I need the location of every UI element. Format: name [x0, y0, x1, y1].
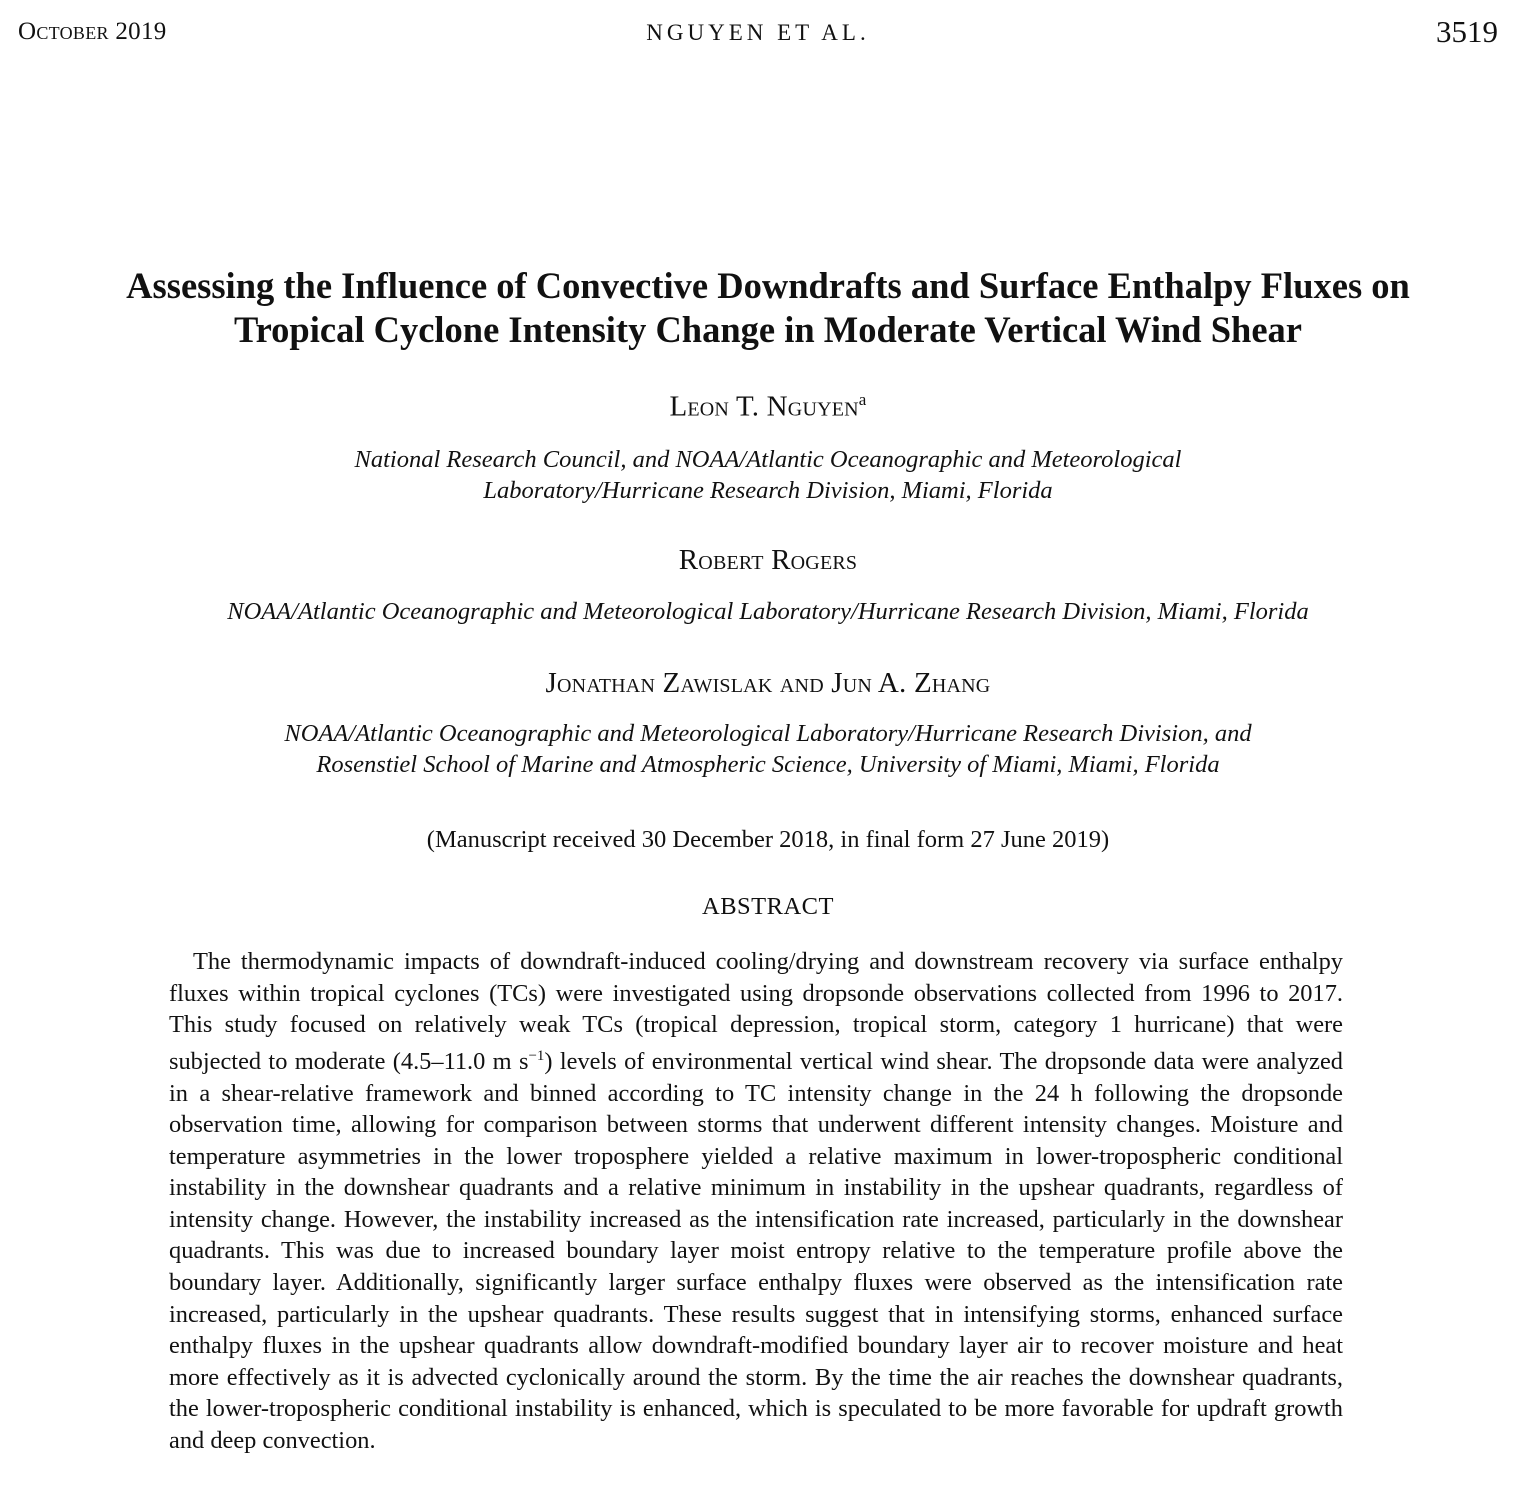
- paper-title-line-1: Assessing the Influence of Convective Downdrafts and Surface Enthalpy Fluxes on: [126, 265, 1410, 306]
- author-2-affiliation-line-1: NOAA/Atlantic Oceanographic and Meteorological Laboratory/Hurricane Research Division, Miami, Florida: [227, 598, 1309, 625]
- page-number: 3519: [1436, 14, 1498, 49]
- author-3-4-names: Jonathan Zawislak and Jun A. Zhang: [545, 667, 991, 699]
- author-3-4-affiliation-line-1: NOAA/Atlantic Oceanographic and Meteorological Laboratory/Hurricane Research Division, and: [284, 720, 1252, 747]
- abstract-text: [169, 946, 1343, 1457]
- author-2: [0, 544, 1536, 577]
- author-1: [0, 390, 1536, 424]
- running-head: [18, 14, 1498, 52]
- abstract-text-part-1: The thermodynamic impacts of downdraft-induced cooling/drying and downstream recovery via surface enthalpy fluxes within tropical cyclones (TCs) were investigated using dropsonde observations collected from 1996 to 2017. This study focused on relatively weak TCs (tropical depression, tropical storm, category 1 hurricane) that were subjected to moderate (4.5–11.0 m s: [169, 948, 1343, 1075]
- author-1-affiliation-line-1: National Research Council, and NOAA/Atlantic Oceanographic and Meteorological: [354, 446, 1182, 473]
- abstract-unit-superscript: −1: [528, 1047, 545, 1064]
- abstract-heading: ABSTRACT: [702, 893, 834, 920]
- manuscript-received-note: (Manuscript received 30 December 2018, in final form 27 June 2019): [426, 826, 1110, 853]
- abstract-text-part-2: ) levels of environmental vertical wind shear. The dropsonde data were analyzed in a shear-relative framework and binned according to TC intensity change in the 24 h following the dropsonde observation time, allowing for comparison between storms that underwent different intensity changes. Moisture and temperature asymmetries in the lower troposphere yielded a relative maximum in lower-tropospheric conditional instability in the downshear quadrants and a relative minimum in instability in the upshear quadrants, regardless of intensity change. However, the instability increased as the intensification rate increased, particularly in the downshear quadrants. This was due to increased boundary layer moist entropy relative to the temperature profile above the boundary layer. Additionally, significantly larger surface enthalpy fluxes were observed as the intensification rate increased, particularly in the upshear quadrants. These results suggest that in intensifying storms, enhanced surface enthalpy fluxes in the upshear quadrants allow downdraft-modified boundary layer air to recover moisture and heat more effectively as it is advected cyclonically around the storm. By the time the air reaches the downshear quadrants, the lower-tropospheric conditional instability is enhanced, which is speculated to be more favorable for updraft growth and deep convection.: [169, 1047, 1343, 1455]
- running-head-authors: NGUYEN ET AL.: [646, 20, 870, 45]
- author-1-affiliation-line-2: Laboratory/Hurricane Research Division, Miami, Florida: [483, 477, 1053, 504]
- author-2-name: Robert Rogers: [678, 544, 858, 576]
- author-3-4-affiliation: [60, 718, 1476, 780]
- author-3-4: [0, 667, 1536, 700]
- paper-title-line-2: Tropical Cyclone Intensity Change in Moderate Vertical Wind Shear: [234, 309, 1302, 350]
- author-2-affiliation: [20, 596, 1516, 627]
- author-1-superscript: a: [858, 390, 867, 409]
- author-1-name: Leon T. Nguyen: [669, 390, 859, 423]
- author-3-4-affiliation-line-2: Rosenstiel School of Marine and Atmospheric Science, University of Miami, Miami, Florida: [316, 751, 1220, 778]
- running-head-date: October 2019: [18, 18, 167, 45]
- author-1-affiliation: [60, 444, 1476, 506]
- paper-title: [40, 264, 1496, 352]
